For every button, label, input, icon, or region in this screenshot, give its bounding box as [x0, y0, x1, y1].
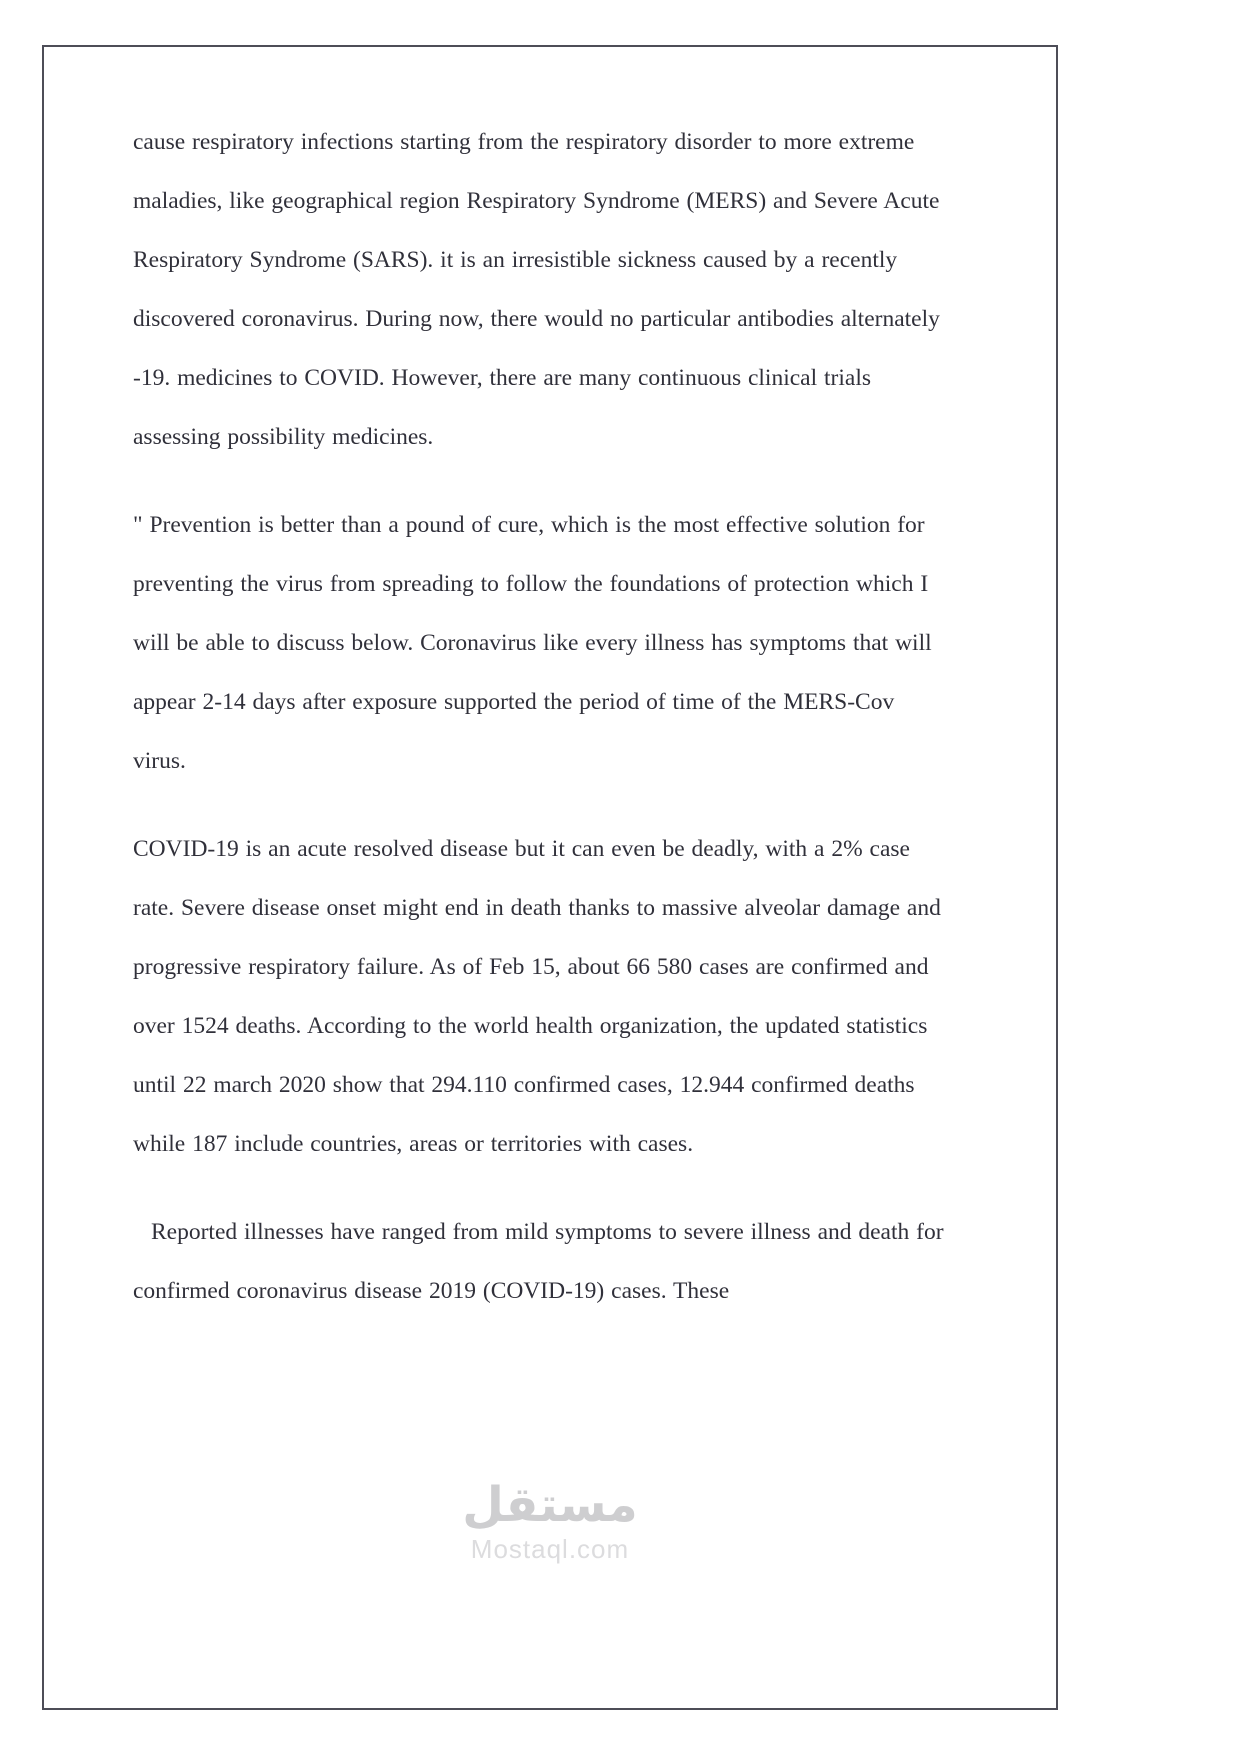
- watermark-site-name: Mostaql.com: [470, 1534, 630, 1564]
- paragraph: COVID-19 is an acute resolved disease but it can even be deadly, with a 2% case rate. Severe disease onset might end in death thanks to massive alveolar damage and progressive respiratory failure. As of Feb 15, about 66 580 cases are confirmed and over 1524 deaths. According to the world health organization, the updated statistics until 22 march 2020 show that 294.110 confirmed cases, 12.944 confirmed deaths while 187 include countries, areas or territories with cases.: [133, 836, 941, 1157]
- paragraph: " Prevention is better than a pound of cure, which is the most effective solution for preventing the virus from spreading to follow the foundations of protection which I will be able to discuss below. Coronavirus like every illness has symptoms that will appear 2-14 days after exposure supported the period of time of the MERS-Cov virus.: [133, 512, 932, 774]
- document-body: [133, 113, 945, 1350]
- paragraph: Reported illnesses have ranged from mild symptoms to severe illness and death for confirmed coronavirus disease 2019 (COVID-19) cases. These: [133, 1219, 944, 1304]
- watermark-arabic-logo: مستقل: [462, 1477, 638, 1533]
- paragraph: cause respiratory infections starting from the respiratory disorder to more extreme maladies, like geographical region Respiratory Syndrome (MERS) and Severe Acute Respiratory Syndrome (SARS). it is an irresistible sickness caused by a recently discovered coronavirus. During now, there would no particular antibodies alternately -19. medicines to COVID. However, there are many continuous clinical trials assessing possibility medicines.: [133, 129, 940, 450]
